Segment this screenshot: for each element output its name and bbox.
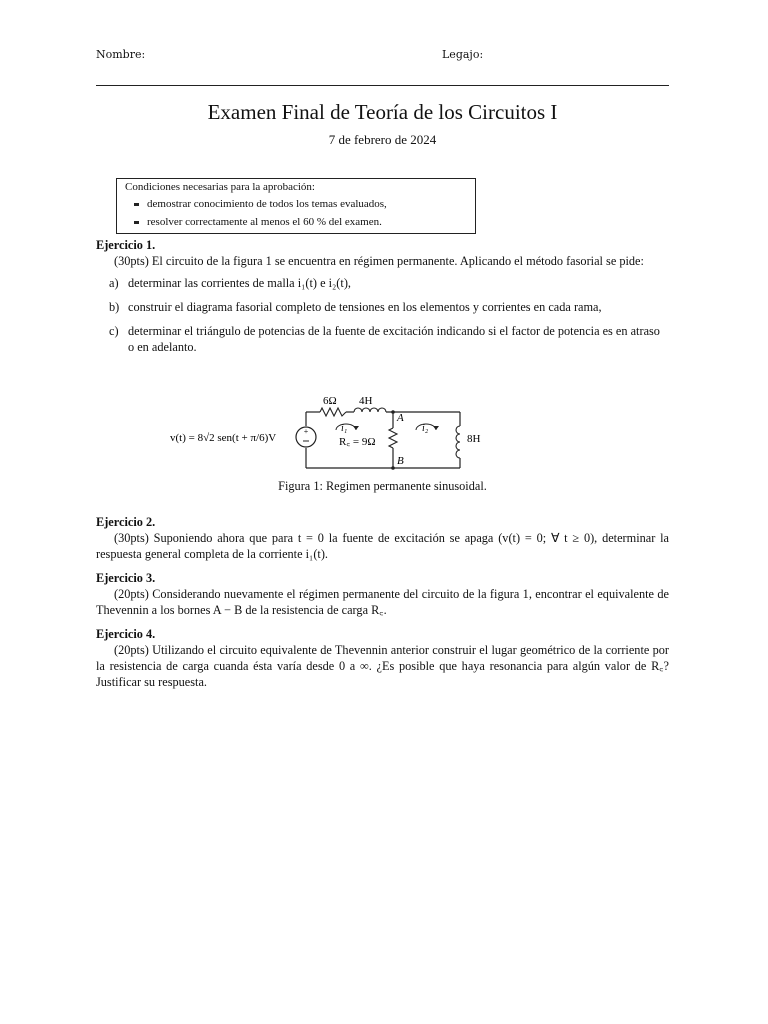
item-label: a) xyxy=(109,276,119,290)
inductor-4h-icon xyxy=(354,408,386,412)
node-a-label: A xyxy=(397,412,404,424)
exercise-3-title: Ejercicio 3. xyxy=(96,571,156,585)
node-b-label: B xyxy=(397,455,404,467)
i1-label: i₁ xyxy=(341,423,348,434)
r1-label: 6Ω xyxy=(323,395,337,407)
exercise-1-item-a xyxy=(109,275,669,291)
exercise-2-title: Ejercicio 2. xyxy=(96,515,156,529)
resistor-rc-icon xyxy=(389,428,397,448)
i2-label: i₂ xyxy=(422,423,429,434)
exercise-2-text: (30pts) Suponiendo ahora que para t = 0 la fuente de excitación se apaga (v(t) = 0; ∀ t ≥ 0), determinar la respuesta general completa de la corriente i₁(t). xyxy=(96,531,669,561)
circuit-figure xyxy=(160,388,500,472)
exam-title: Examen Final de Teoría de los Circuitos I xyxy=(207,100,558,124)
exercise-4-text: (20pts) Utilizando el circuito equivalente de Thevennin anterior construir el lugar geométrico de la corriente por la resistencia de carga cuanda ésta varía desde 0 a ∞. ¿Es posible que haya resonancia para algún valor de R꜀? Justificar su respuesta. xyxy=(96,643,669,689)
inductor-8h-icon xyxy=(456,426,460,458)
figure-caption: Figura 1: Regimen permanente sinusoidal. xyxy=(278,479,487,493)
exercise-3 xyxy=(96,570,669,618)
exercise-1-title: Ejercicio 1. xyxy=(96,238,156,252)
item-text: construir el diagrama fasorial completo de tensiones en los elementos y corrientes en cada rama, xyxy=(128,300,602,314)
legajo-label: Legajo: xyxy=(442,48,484,61)
exercise-4-title: Ejercicio 4. xyxy=(96,627,156,641)
item-label: b) xyxy=(109,300,120,314)
nombre-label: Nombre: xyxy=(96,48,146,61)
item-label: c) xyxy=(109,324,119,338)
svg-text:+: + xyxy=(303,427,309,436)
exercise-3-text: (20pts) Considerando nuevamente el régimen permanente del circuito de la figura 1, encontrar el equivalente de Thevennin a los bornes A − B de la resistencia de carga R꜀. xyxy=(96,587,669,617)
exercise-1-item-b xyxy=(109,299,669,315)
condition-item: demostrar conocimiento de todos los temas evaluados, xyxy=(147,195,467,213)
exercise-1 xyxy=(96,237,669,363)
item-text: determinar el triángulo de potencias de la fuente de excitación indicando si el factor de potencia es en atraso o en adelanto. xyxy=(128,324,660,354)
conditions-box xyxy=(116,178,476,234)
condition-item: resolver correctamente al menos el 60 % del examen. xyxy=(147,213,467,231)
item-text: determinar las corrientes de malla i₁(t) e i₂(t), xyxy=(128,276,351,290)
exam-date: 7 de febrero de 2024 xyxy=(328,132,437,147)
conditions-heading: Condiciones necesarias para la aprobación: xyxy=(125,181,315,193)
exercise-2 xyxy=(96,514,669,562)
exercise-1-intro: (30pts) El circuito de la figura 1 se encuentra en régimen permanente. Aplicando el método fasorial se pide: xyxy=(114,254,644,268)
conditions-list xyxy=(125,195,467,231)
rc-label: R꜀ = 9Ω xyxy=(339,436,376,448)
exercise-1-items xyxy=(96,275,669,355)
exercise-4 xyxy=(96,626,669,690)
exercise-1-item-c xyxy=(109,323,669,355)
l2-label: 8H xyxy=(467,433,481,445)
resistor-6-icon xyxy=(320,408,346,416)
header-rule xyxy=(96,85,669,86)
l1-label: 4H xyxy=(359,395,373,407)
source-label: v(t) = 8√2 sen(t + π/6)V xyxy=(170,432,277,444)
